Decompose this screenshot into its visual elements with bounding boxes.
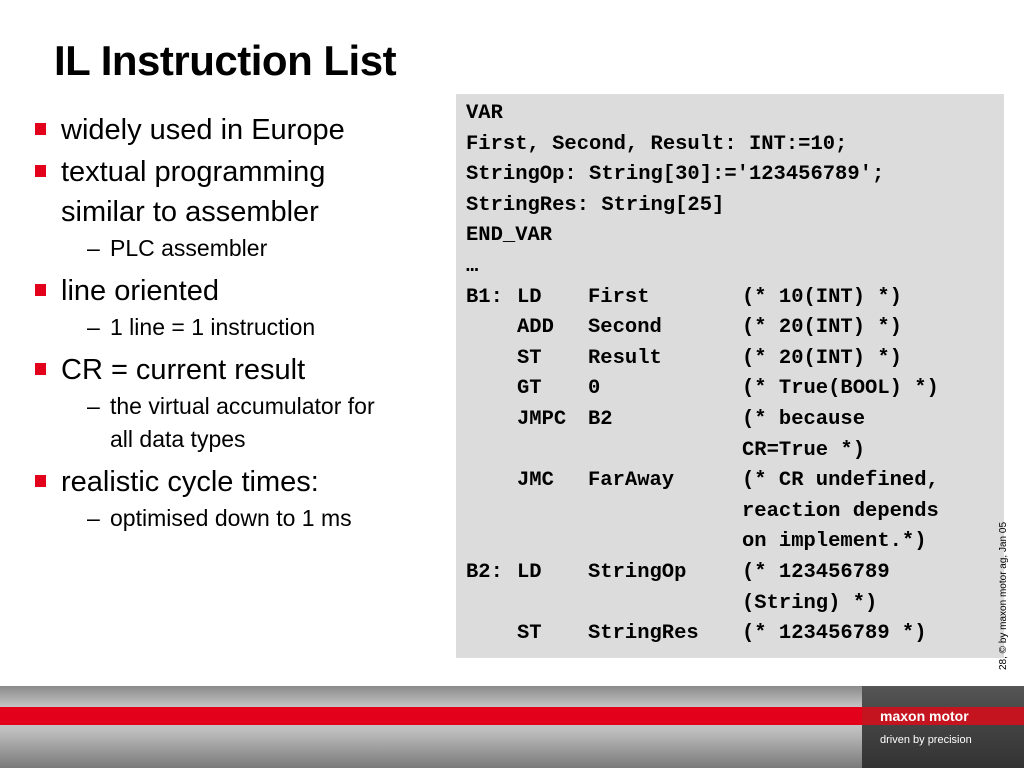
- opcode-cell: ST: [517, 346, 542, 370]
- code-line: StringOp: String[30]:='123456789';: [466, 163, 885, 187]
- opcode-cell: ST: [517, 622, 542, 646]
- opcode-cell: JMC: [517, 469, 554, 493]
- code-line: END_VAR: [466, 224, 553, 248]
- red-square-bullet-icon: [35, 284, 46, 296]
- sub-bullet-text-line-1: the virtual accumulator for: [110, 393, 375, 419]
- sub-bullet-text: PLC assembler: [110, 235, 268, 261]
- instruction-table: [466, 283, 1004, 650]
- dash-bullet-icon: –: [87, 393, 100, 419]
- comment-cell: (* 20(INT) *): [742, 316, 902, 340]
- bullet-item: [32, 462, 442, 502]
- instruction-row: [466, 313, 1004, 344]
- label-cell: [466, 405, 517, 436]
- bullet-list: [32, 108, 442, 535]
- code-line: StringRes: String[25]: [466, 193, 725, 217]
- sub-bullet-text-line-2: all data types: [110, 426, 246, 452]
- opcode-cell: [517, 436, 588, 467]
- sub-bullet-text: 1 line = 1 instruction: [110, 314, 316, 340]
- operand-cell: Second: [588, 316, 662, 340]
- dash-bullet-icon: –: [87, 235, 100, 261]
- operand-cell: [588, 497, 742, 528]
- sub-bullet-item: [32, 390, 442, 456]
- slide-title: IL Instruction List: [54, 37, 397, 84]
- operand-cell: [588, 436, 742, 467]
- copyright-note: 28, © by maxon motor ag, Jan 05: [998, 521, 1009, 670]
- label-cell: [466, 589, 517, 620]
- comment-cell: (* CR undefined,: [742, 469, 939, 493]
- comment-cell: reaction depends: [742, 499, 939, 523]
- comment-cell: (String) *): [742, 591, 878, 615]
- instruction-row: [466, 344, 1004, 375]
- brand-panel: [862, 686, 1024, 768]
- code-line: …: [466, 254, 479, 278]
- bullet-text: realistic cycle times:: [61, 466, 319, 498]
- sub-bullet-item: [32, 311, 442, 344]
- sub-bullet-text: optimised down to 1 ms: [110, 505, 352, 531]
- label-cell: [466, 619, 517, 650]
- brand-logo: maxon motor: [880, 708, 969, 724]
- bullet-text: line oriented: [61, 275, 219, 307]
- operand-cell: 0: [588, 377, 601, 401]
- comment-cell: (* True(BOOL) *): [742, 377, 939, 401]
- label-cell: [466, 527, 517, 558]
- operand-cell: StringOp: [588, 560, 687, 584]
- bullet-text-line-1: textual programming: [61, 156, 326, 188]
- label-cell: [466, 313, 517, 344]
- instruction-row: [466, 497, 1004, 528]
- label-cell: [466, 436, 517, 467]
- red-square-bullet-icon: [35, 123, 46, 135]
- comment-cell: (* because: [742, 407, 866, 431]
- comment-cell: (* 10(INT) *): [742, 285, 902, 309]
- bullet-text: widely used in Europe: [61, 114, 345, 146]
- opcode-cell: [517, 527, 588, 558]
- instruction-row: [466, 619, 1004, 650]
- opcode-cell: GT: [517, 377, 542, 401]
- operand-cell: FarAway: [588, 469, 675, 493]
- comment-cell: CR=True *): [742, 438, 866, 462]
- opcode-cell: [517, 589, 588, 620]
- label-cell: B2:: [466, 560, 503, 584]
- opcode-cell: ADD: [517, 316, 554, 340]
- label-cell: [466, 344, 517, 375]
- opcode-cell: LD: [517, 560, 542, 584]
- comment-cell: (* 123456789: [742, 560, 890, 584]
- label-cell: B1:: [466, 285, 503, 309]
- opcode-cell: JMPC: [517, 407, 567, 431]
- dash-bullet-icon: –: [87, 505, 100, 531]
- bullet-text: CR = current result: [61, 354, 306, 386]
- bullet-text-line-2: similar to assembler: [61, 196, 319, 228]
- code-line: First, Second, Result: INT:=10;: [466, 132, 848, 156]
- instruction-row: [466, 405, 1004, 436]
- code-line: VAR: [466, 102, 503, 125]
- label-cell: [466, 466, 517, 497]
- opcode-cell: [517, 497, 588, 528]
- bullet-item: [32, 350, 442, 390]
- instruction-row: [466, 589, 1004, 620]
- instruction-row: [466, 558, 1004, 589]
- red-square-bullet-icon: [35, 475, 46, 487]
- operand-cell: Result: [588, 346, 662, 370]
- operand-cell: [588, 527, 742, 558]
- instruction-row: [466, 527, 1004, 558]
- bullet-item: [32, 152, 442, 232]
- label-cell: [466, 374, 517, 405]
- operand-cell: [588, 589, 742, 620]
- instruction-row: [466, 466, 1004, 497]
- opcode-cell: LD: [517, 285, 542, 309]
- code-listing: [456, 94, 1004, 658]
- bullet-item: [32, 271, 442, 311]
- comment-cell: (* 20(INT) *): [742, 346, 902, 370]
- red-square-bullet-icon: [35, 165, 46, 177]
- instruction-row: [466, 436, 1004, 467]
- operand-cell: StringRes: [588, 622, 699, 646]
- red-square-bullet-icon: [35, 363, 46, 375]
- operand-cell: B2: [588, 407, 613, 431]
- instruction-row: [466, 283, 1004, 314]
- comment-cell: (* 123456789 *): [742, 622, 927, 646]
- dash-bullet-icon: –: [87, 314, 100, 340]
- comment-cell: on implement.*): [742, 530, 927, 554]
- instruction-row: [466, 374, 1004, 405]
- operand-cell: First: [588, 285, 650, 309]
- bullet-item: [32, 110, 442, 150]
- sub-bullet-item: [32, 232, 442, 265]
- label-cell: [466, 497, 517, 528]
- brand-tagline: driven by precision: [880, 734, 972, 746]
- sub-bullet-item: [32, 502, 442, 535]
